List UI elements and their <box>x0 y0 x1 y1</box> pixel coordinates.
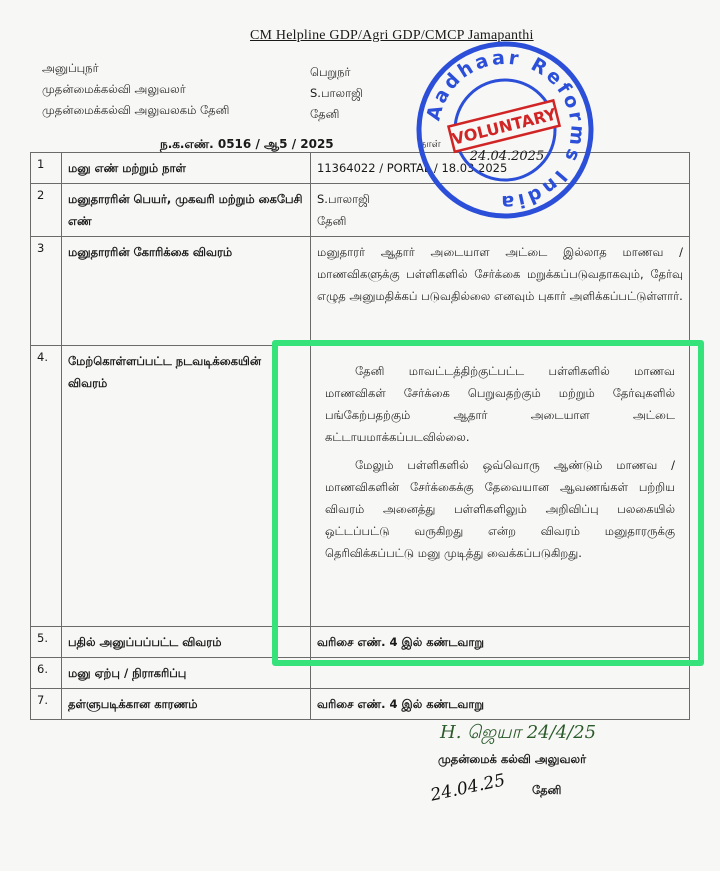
document-header: CM Helpline GDP/Agri GDP/CMCP Jamapanthi <box>250 28 534 43</box>
table-row <box>31 237 690 346</box>
row-number: 3 <box>31 237 62 346</box>
row-number: 1 <box>31 153 62 184</box>
row-label: மனுதாரரின் கோரிக்கை விவரம் <box>62 237 311 346</box>
voluntary-stamp <box>415 40 595 220</box>
row-label: மனு ஏற்பு / நிராகரிப்பு <box>62 658 311 689</box>
stamp-date: 24.04.2025 <box>469 149 545 164</box>
row-number: 2 <box>31 184 62 237</box>
petitioner-name: S.பாலாஜி <box>317 192 370 206</box>
row-number: 6. <box>31 658 62 689</box>
officer-title: முதன்மைக் கல்வி அலுவலர் <box>438 752 587 766</box>
row-label: மனுதாரரின் பெயர், முகவரி மற்றும் கைபேசி எண் <box>62 184 311 237</box>
row-label: தள்ளுபடிக்கான காரணம் <box>62 689 311 720</box>
row-label: பதில் அனுப்பப்பட்ட விவரம் <box>62 627 311 658</box>
signature-place: தேனி <box>532 783 562 797</box>
to-block <box>310 62 363 125</box>
from-line2: முதன்மைக்கல்வி அலுவலகம் தேனி <box>42 103 230 117</box>
row-value: 11364022 / PORTAL / 18.03.2025 <box>311 153 690 184</box>
row-number: 7. <box>31 689 62 720</box>
action-paragraph-1: தேனி மாவட்டத்திற்குட்பட்ட பள்ளிகளில் மாணவ மாணவிகள் சேர்க்கை பெறுவதற்கும் மற்றும் தேர்வுகளில் பங்கேற்பதற்கும் ஆதார் அடையாள அட்டை கட்டாயமாக்கப்படவில்லை. <box>325 364 675 444</box>
row-label: மேற்கொள்ளப்பட்ட நடவடிக்கையின் விவரம் <box>62 346 311 627</box>
action-paragraph-2: மேலும் பள்ளிகளில் ஒவ்வொரு ஆண்டும் மாணவ / மாணவிகளின் சேர்க்கைக்கு தேவையான ஆவணங்கள் பற்றிய விவரம் அனைத்து பள்ளிகளிலும் அறிவிப்பு பலகையில் ஒட்டப்பட்டு வருகிறது என்ற விவரம் மனுதாரருக்கு தெரிவிக்கப்பட்டு மனு முடித்து வைக்கப்படுகிறது. <box>325 458 675 560</box>
highlight-box <box>272 340 704 666</box>
table-row <box>31 689 690 720</box>
reference-number: ந.க.எண். 0516 / ஆ5 / 2025 <box>160 137 334 151</box>
handwritten-date: 24.04.25 <box>428 770 507 806</box>
to-line2: தேனி <box>310 107 340 121</box>
to-line1: S.பாலாஜி <box>310 86 363 100</box>
date-label: நாள் <box>420 139 441 150</box>
from-line1: முதன்மைக்கல்வி அலுவலர் <box>42 82 186 96</box>
to-label: பெறுநர் <box>310 65 351 79</box>
from-block <box>42 58 229 121</box>
signature <box>440 722 596 745</box>
row-number: 5. <box>31 627 62 658</box>
stamp-ring-text: Aadhaar Reforms India <box>422 46 589 214</box>
row-label: மனு எண் மற்றும் நாள் <box>62 153 311 184</box>
row-value: வரிசை எண். 4 இல் கண்டவாறு <box>311 689 690 720</box>
stamp-center-text: VOLUNTARY <box>450 104 559 149</box>
row-value: வரிசை எண். 4 இல் கண்டவாறு <box>311 627 690 658</box>
from-label: அனுப்புநர் <box>42 61 99 75</box>
row-number: 4. <box>31 346 62 627</box>
signature-scribble: H. ஜெயா 24/4/25 <box>440 722 597 743</box>
petitioner-place: தேனி <box>317 214 347 228</box>
row-value: மனுதாரர் ஆதார் அடையாள அட்டை இல்லாத மாணவ / மாணவிகளுக்கு பள்ளிகளில் சேர்க்கை மறுக்கப்படுவதாகவும், தேர்வு எழுத அனுமதிக்கப் படுவதில்லை எனவும் புகார் அளிக்கப்பட்டுள்ளார். <box>311 237 690 346</box>
